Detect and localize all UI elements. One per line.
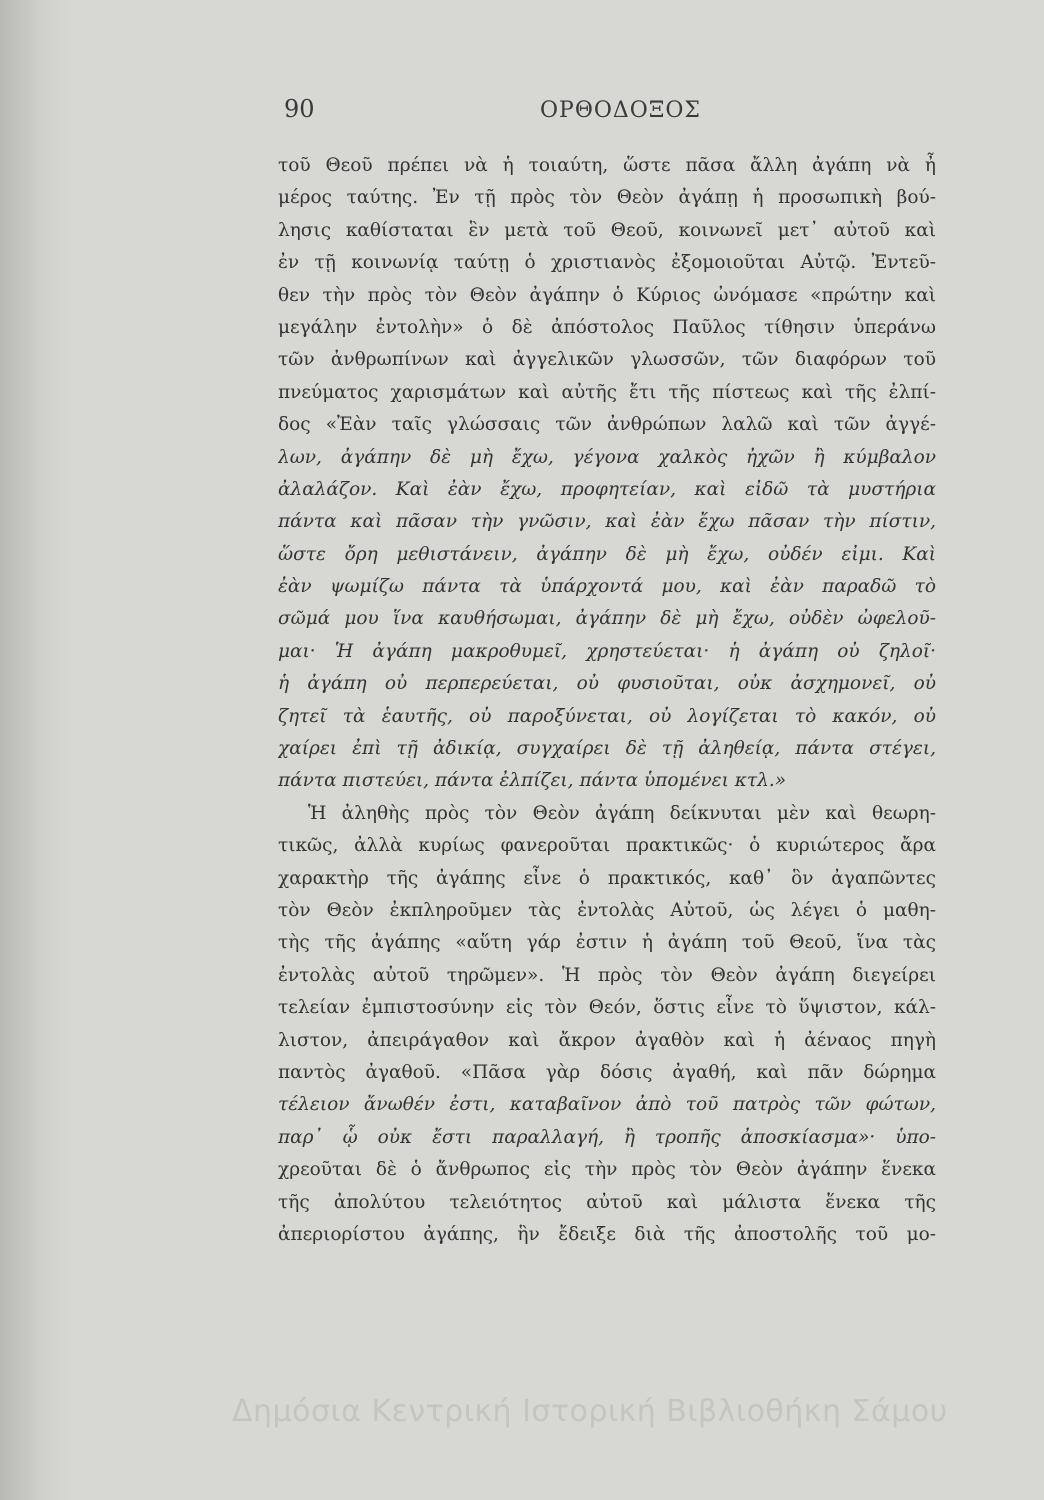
text-line: παντὸς ἀγαθοῦ. «Πᾶσα γὰρ δόσις ἀγαθή, καὶ πᾶν δώρημα <box>278 1061 936 1083</box>
quotation-line: ζητεῖ τὰ ἑαυτῆς, οὐ παροξύνεται, οὐ λογίζεται τὸ κακόν, οὐ <box>278 705 936 727</box>
text-line: πνεύματος χαρισμάτων καὶ αὐτῆς ἔτι τῆς πίστεως καὶ τῆς ἐλπί- <box>278 381 936 403</box>
running-title: ΟΡΘΟΔΟΞΟΣ <box>540 98 701 123</box>
quotation-line: σῶμά μου ἵνα καυθήσωμαι, ἀγάπην δὲ μὴ ἔχω, οὐδὲν ὠφελοῦ- <box>278 608 936 630</box>
text-line: λησις καθίσταται ἓν μετὰ τοῦ Θεοῦ, κοινωνεῖ μετ᾽ αὐτοῦ καὶ <box>278 219 936 241</box>
paragraph-start-line: Ἡ ἀληθὴς πρὸς τὸν Θεὸν ἀγάπη δείκνυται μὲν καὶ θεωρη- <box>308 802 936 824</box>
quotation-line: ἡ ἀγάπη οὐ περπερεύεται, οὐ φυσιοῦται, οὐκ ἀσχημονεῖ, οὐ <box>278 673 936 695</box>
text-line: χαρακτὴρ τῆς ἀγάπης εἶνε ὁ πρακτικός, καθ᾽ ὃν ἀγαπῶντες <box>278 867 936 889</box>
text-line: τελείαν ἐμπιστοσύνην εἰς τὸν Θεόν, ὅστις εἶνε τὸ ὕψιστον, κάλ- <box>278 997 936 1019</box>
text-line: λιστον, ἀπειράγαθον καὶ ἄκρον ἀγαθὸν καὶ ἡ ἀέναος πηγὴ <box>278 1029 936 1051</box>
text-line: ἀπεριορίστου ἀγάπης, ἣν ἔδειξε διὰ τῆς ἀποστολῆς τοῦ μο- <box>278 1223 936 1245</box>
text-line: τῆς ἀπολύτου τελειότητος αὐτοῦ καὶ μάλιστα ἕνεκα τῆς <box>278 1191 936 1213</box>
page-number: 90 <box>284 95 315 123</box>
library-watermark: Δημόσια Κεντρική Ιστορική Βιβλιοθήκη Σάμου <box>232 1394 948 1429</box>
text-line: τοῦ Θεοῦ πρέπει νὰ ἡ τοιαύτη, ὥστε πᾶσα ἄλλη ἀγάπη νὰ ἦ <box>278 155 936 176</box>
quotation-line: πάντα καὶ πᾶσαν τὴν γνῶσιν, καὶ ἐὰν ἔχω πᾶσαν τὴν πίστιν, <box>278 511 936 533</box>
text-line: ἐντολὰς αὐτοῦ τηρῶμεν». Ἡ πρὸς τὸν Θεὸν ἀγάπη διεγείρει <box>278 964 936 986</box>
text-line: δος «Ἐὰν ταῖς γλώσσαις τῶν ἀνθρώπων λαλῶ καὶ τῶν ἀγγέ- <box>278 414 936 436</box>
quotation-line: ὥστε ὄρη μεθιστάνειν, ἀγάπην δὲ μὴ ἔχω, οὐδέν εἰμι. Καὶ <box>278 543 936 565</box>
text-line: θεν τὴν πρὸς τὸν Θεὸν ἀγάπην ὁ Κύριος ὠνόμασε «πρώτην καὶ <box>278 284 936 306</box>
text-line: τὴς τῆς ἀγάπης «αὕτη γάρ ἐστιν ἡ ἀγάπη τοῦ Θεοῦ, ἵνα τὰς <box>278 932 936 954</box>
quotation-line: μαι· Ἡ ἀγάπη μακροθυμεῖ, χρηστεύεται· ἡ ἀγάπη οὐ ζηλοῖ· <box>278 640 936 662</box>
text-line: τικῶς, ἀλλὰ κυρίως φανεροῦται πρακτικῶς· ὁ κυριώτερος ἄρα <box>278 835 936 857</box>
quotation-line: χαίρει ἐπὶ τῇ ἀδικίᾳ, συγχαίρει δὲ τῇ ἀληθείᾳ, πάντα στέγει, <box>278 738 936 760</box>
body-text <box>278 150 936 1251</box>
quotation-line: ἐὰν ψωμίζω πάντα τὰ ὑπάρχοντά μου, καὶ ἐὰν παραδῶ τὸ <box>278 576 936 598</box>
text-line: χρεοῦται δὲ ὁ ἄνθρωπος εἰς τὴν πρὸς τὸν Θεὸν ἀγάπην ἕνεκα <box>278 1159 936 1181</box>
quotation-line: τέλειον ἄνωθέν ἐστι, καταβαῖνον ἀπὸ τοῦ πατρὸς τῶν φώτων, <box>278 1094 936 1116</box>
text-line: μεγάλην ἐντολὴν» ὁ δὲ ἀπόστολος Παῦλος τίθησιν ὑπεράνω <box>278 316 936 338</box>
quotation-line: ἀλαλάζον. Καὶ ἐὰν ἔχω, προφητείαν, καὶ εἰδῶ τὰ μυστήρια <box>278 478 936 500</box>
text-line: τῶν ἀνθρωπίνων καὶ ἀγγελικῶν γλωσσῶν, τῶν διαφόρων τοῦ <box>278 349 936 371</box>
text-line: τὸν Θεὸν ἐκπληροῦμεν τὰς ἐντολὰς Αὐτοῦ, ὡς λέγει ὁ μαθη- <box>278 899 936 921</box>
quotation-line: πάντα πιστεύει, πάντα ἐλπίζει, πάντα ὑπομένει κτλ.» <box>278 770 787 792</box>
quotation-line: παρ᾽ ᾧ οὐκ ἔστι παραλλαγή, ἢ τροπῆς ἀποσκίασμα»· ὑπο- <box>278 1126 936 1148</box>
quotation-line: λων, ἀγάπην δὲ μὴ ἔχω, γέγονα χαλκὸς ἠχῶν ἢ κύμβαλον <box>278 446 936 468</box>
text-line: μέρος ταύτης. Ἐν τῇ πρὸς τὸν Θεὸν ἀγάπῃ ἡ προσωπικὴ βού- <box>278 187 936 209</box>
spine-shadow <box>0 0 70 1500</box>
text-line: ἐν τῇ κοινωνίᾳ ταύτῃ ὁ χριστιανὸς ἐξομοιοῦται Αὐτῷ. Ἐντεῦ- <box>278 252 936 274</box>
